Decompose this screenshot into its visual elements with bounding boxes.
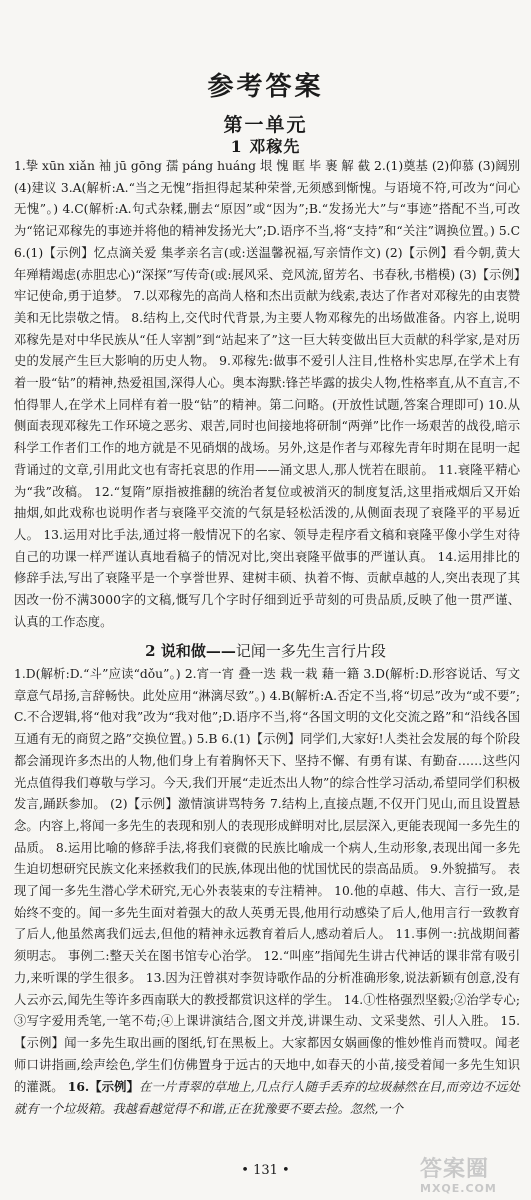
last-answer-label: 16.【示例】: [67, 1079, 140, 1095]
lesson1-answers: 1.挚 xūn xiǎn 袖 jū gōng 孺 páng huáng 垠 愧 眶 毕 裹 解 截 2.(1)奠基 (2)仰慕 (3)阔别 (4)建议 3.A(解析:A.“当之无愧”指担得起某种荣誉,无须感到惭愧。与语境不符,可改为“问心无愧”。) 4.C(解析:A.句式杂糅,删去“原因”或“因为”;B.“发扬光大”与“事迹”搭配不当,可改为“铭记邓稼先的事迹并将他的精神发扬光大”;D.语序不当,将“支持”和“关注”调换位置。) 5.C 6.(1)【示例】忆点滴关爱 集孝亲名言(或:送温馨祝福,写亲情作文) (2)【示例】看今朝,黄大年殚精竭虑(赤胆忠心)“深探”写传奇(或:展风采、竞风流,留芳名、书春秋,书楷模) (3)【示例】牢记使命,勇于追梦。 7.以邓稼先的高尚人格和杰出贡献为线索,表达了作者对邓稼先的由衷赞美和无比崇敬之情。 8.结构上,交代时代背景,为主要人物邓稼先的出场做准备。内容上,说明邓稼先是对中华民族从“任人宰割”到“站起来了”这一巨大转变做出巨大贡献的科学家,是对历史的发展产生巨大影响的历史人物。 9.邓稼先:做事不爱引人注目,性格朴实忠厚,在学术上有着一股“钻”的精神,热爱祖国,深得人心。奥本海默:锋芒毕露的拔尖人物,性格率直,从不直言,不怕得罪人,在学术上同样有着一股“钻”的精神。第二问略。(开放性试题,答案合理即可) 10.从侧面表现邓稼先工作环境之恶劣、艰苦,同时也间接地将研制“两弹”比作一场艰苦的战役,暗示科学工作者们工作的地方就是不见硝烟的战场。另外,这是作者与邓稼先青年时期在昆明一起背诵过的文章,引用此文也有寄托哀思的作用——涌文思人,那人恍若在眼前。 11.衰隆平精心为“我”改稿。 12.“复隋”原指被推翻的统治者复位或被消灭的制度复活,这里指戒烟后又开始抽烟,如此戏称也说明作者与衰隆平交流的气氛是轻松活泼的,从侧面表现了衰隆平的平易近人。 13.运用对比手法,通过将一般情况下的名家、领导走程序看文稿和衰隆平像小学生对待自己的功课一样严谨认真地看稿子的情况对比,突出衰隆平做事的严谨认真。 14.运用排比的修辞手法,写出了衰隆平是一个享誉世界、建树丰硕、执着不悔、贡献卓越的人,突出表现了其因改一份不满3000字的文稿,慨写几个字时仔细到近乎苛刻的可贵品质,反映了他一贯严谨、认真的工作态度。: [14, 159, 520, 629]
lesson2-answers-body: 1.D(解析:D.“斗”应读“dǒu”。) 2.宵一宵 叠一迭 栽一栽 藉一籍 3.D(解析:D.形容说话、写文章意气昂扬,言辞畅快。此处应用“淋漓尽致”。) 4.B(解析:A.否定不当,将“切忌”改为“或不要”;C.不合逻辑,将“他对我”改为“我对他”;D.语序不当,将“各国文明的文化交流之路”和“沿线各国互通有无的商贸之路”交换位置。) 5.B 6.(1)【示例】同学们,大家好!人类社会发展的每个阶段都会涌现许多杰出的人物,他们身上有着胸怀天下、坚持不懈、有勇有谋、有勤奋……这些闪光点值得我们尊敬与学习。今天,我们开展“走近杰出人物”的综合性学习活动,希望同学们积极发言,踊跃参加。 (2)【示例】激情演讲骂特务 7.结构上,直接点题,不仅开门见山,而且设置悬念。内容上,将闻一多先生的表现和别人的表现形成鲜明对比,层层深入,更能表现闻一多先生的品质。 8.运用比喻的修辞手法,将我们衰微的民族比喻成一个病人,生动形象,表现出闻一多先生迫切想研究民族文化来拯救我们的民族,体现出他的忧国忧民的崇高品质。 9.外貌描写。 表现了闻一多先生潜心学术研究,无心外表装束的专注精神。 10.他的卓越、伟大、言行一致,是始终不变的。闻一多先生面对着强大的敌人英勇无畏,他用行动感染了后人,他用言行一致教育了后人,他虽然离我们远去,但他的精神永远教育着后人,感动着后人。 11.事例一:抗战期间蓄须明志。 事例二:整天关在图书馆专心治学。 12.“叫座”指闻先生讲古代神话的课非常有吸引力,来听课的学生很多。 13.因为汪曾祺对李贺诗歌作品的分析准确形象,说法新颖有创意,没有人云亦云,闻先生等许多西南联大的教授都赏识这样的学生。 14.①性格强烈坚毅;②治学专心;③写字爱用秃笔,一笔不苟;④上课讲演结合,图文并茂,讲课生动、文采斐然、引人入胜。 15.【示例】闻一多先生取出画的图纸,钉在黑板上。大家都因女娲画像的惟妙惟肖而赞叹。闻老师口讲指画,绘声绘色,学生们仿佛置身于远古的天地中,如春天的小苗,接受着闻一多先生知识的灌溉。: [14, 667, 520, 1095]
page-title: 参考答案: [207, 72, 324, 102]
watermark-logo: [420, 1158, 528, 1198]
last-answer-text: 在一片青翠的草地上,几点行人随手丢弃的垃圾赫然在目,而旁边不远处就有一个垃圾箱。我越看越觉得不和谐,正在犹豫要不要去捡。忽然,一个: [14, 1080, 520, 1117]
lesson2-number: 2: [145, 642, 156, 660]
watermark-en: MXQE.COM: [420, 1182, 497, 1195]
page-number: • 131 •: [241, 1163, 290, 1178]
lesson2-title: 说和做——: [160, 642, 236, 660]
lesson2-answers: [14, 664, 520, 1121]
lesson2-subtitle: 记闻一多先生言行片段: [235, 642, 386, 660]
watermark-cn: 答案圈: [420, 1157, 490, 1182]
unit-heading: 第一单元: [223, 114, 308, 136]
lesson2-heading: [0, 640, 531, 661]
lesson1-heading: 1 邓稼先: [230, 137, 301, 156]
